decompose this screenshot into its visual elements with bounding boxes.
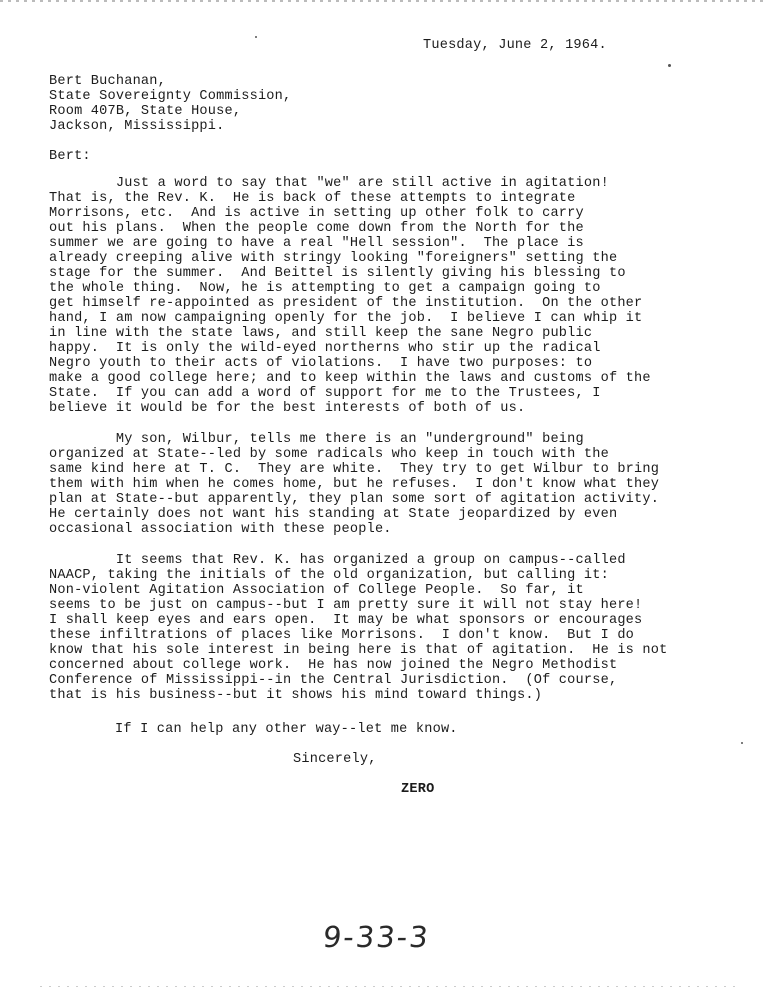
paragraph-line: believe it would be for the best interests of both of us.	[49, 401, 526, 416]
paragraph-line: in line with the state laws, and still keep the sane Negro public	[49, 326, 593, 341]
paragraph-line: these infiltrations of places like Morrisons. I don't know. But I do	[49, 628, 635, 643]
recipient-city: Jackson, Mississippi.	[49, 119, 225, 134]
paragraph-line: stage for the summer. And Beittel is silently giving his blessing to	[49, 266, 626, 281]
body-paragraph-2	[49, 432, 659, 537]
recipient-name: Bert Buchanan,	[49, 74, 167, 89]
paragraph-line: already creeping alive with stringy looking "foreigners" setting the	[49, 251, 618, 266]
paragraph-line: hand, I am now campaigning openly for the job. I believe I can whip it	[49, 311, 643, 326]
paragraph-line: That is, the Rev. K. He is back of these attempts to integrate	[49, 191, 576, 206]
paragraph-line: know that his sole interest in being here is that of agitation. He is not	[49, 643, 668, 658]
paragraph-line: organized at State--led by some radicals who keep in touch with the	[49, 447, 609, 462]
body-paragraph-1	[49, 176, 651, 416]
handwritten-file-number: 9-33-3	[321, 920, 432, 954]
scan-speck	[741, 742, 743, 744]
paragraph-line: State. If you can add a word of support for me to the Trustees, I	[49, 386, 601, 401]
paragraph-line: the whole thing. Now, he is attempting to get a campaign going to	[49, 281, 601, 296]
complimentary-close: Sincerely,	[293, 752, 377, 767]
recipient-organization: State Sovereignty Commission,	[49, 89, 292, 104]
salutation: Bert:	[49, 149, 91, 164]
paragraph-line: It seems that Rev. K. has organized a group on campus--called	[49, 553, 626, 568]
paragraph-line: He certainly does not want his standing at State jeopardized by even	[49, 507, 618, 522]
recipient-room: Room 407B, State House,	[49, 104, 242, 119]
paragraph-line: that is his business--but it shows his mind toward things.)	[49, 688, 543, 703]
paragraph-line: summer we are going to have a real "Hell session". The place is	[49, 236, 584, 251]
scan-edge-mark	[0, 0, 763, 2]
paragraph-line: Non-violent Agitation Association of College People. So far, it	[49, 583, 584, 598]
paragraph-line: Just a word to say that "we" are still active in agitation!	[49, 176, 609, 191]
paragraph-line: concerned about college work. He has now joined the Negro Methodist	[49, 658, 618, 673]
paragraph-line: plan at State--but apparently, they plan some sort of agitation activity.	[49, 492, 660, 507]
paragraph-line: NAACP, taking the initials of the old organization, but calling it:	[49, 568, 609, 583]
paragraph-line: get himself re-appointed as president of the institution. On the other	[49, 296, 643, 311]
paragraph-line: occasional association with these people.	[49, 522, 392, 537]
body-paragraph-3	[49, 553, 667, 703]
paragraph-line: happy. It is only the wild-eyed northerns who stir up the radical	[49, 341, 601, 356]
scan-edge-mark	[40, 986, 740, 987]
paragraph-line: I shall keep eyes and ears open. It may be what sponsors or encourages	[49, 613, 643, 628]
paragraph-line: Negro youth to their acts of violations. I have two purposes: to	[49, 356, 593, 371]
paragraph-line: Conference of Mississippi--in the Central Jurisdiction. (Of course,	[49, 673, 618, 688]
paragraph-line: make a good college here; and to keep within the laws and customs of the	[49, 371, 651, 386]
paragraph-line: Morrisons, etc. And is active in setting up other folk to carry	[49, 206, 584, 221]
scan-speck	[255, 36, 257, 38]
letter-date: Tuesday, June 2, 1964.	[423, 38, 607, 53]
closing-line: If I can help any other way--let me know.	[115, 722, 458, 737]
scan-speck	[668, 64, 671, 67]
paragraph-line: them with him when he comes home, but he refuses. I don't know what they	[49, 477, 660, 492]
paragraph-line: seems to be just on campus--but I am pretty sure it will not stay here!	[49, 598, 643, 613]
signature: ZERO	[401, 782, 435, 797]
paragraph-line: out his plans. When the people come down from the North for the	[49, 221, 584, 236]
paragraph-line: same kind here at T. C. They are white. They try to get Wilbur to bring	[49, 462, 660, 477]
paragraph-line: My son, Wilbur, tells me there is an "underground" being	[49, 432, 584, 447]
